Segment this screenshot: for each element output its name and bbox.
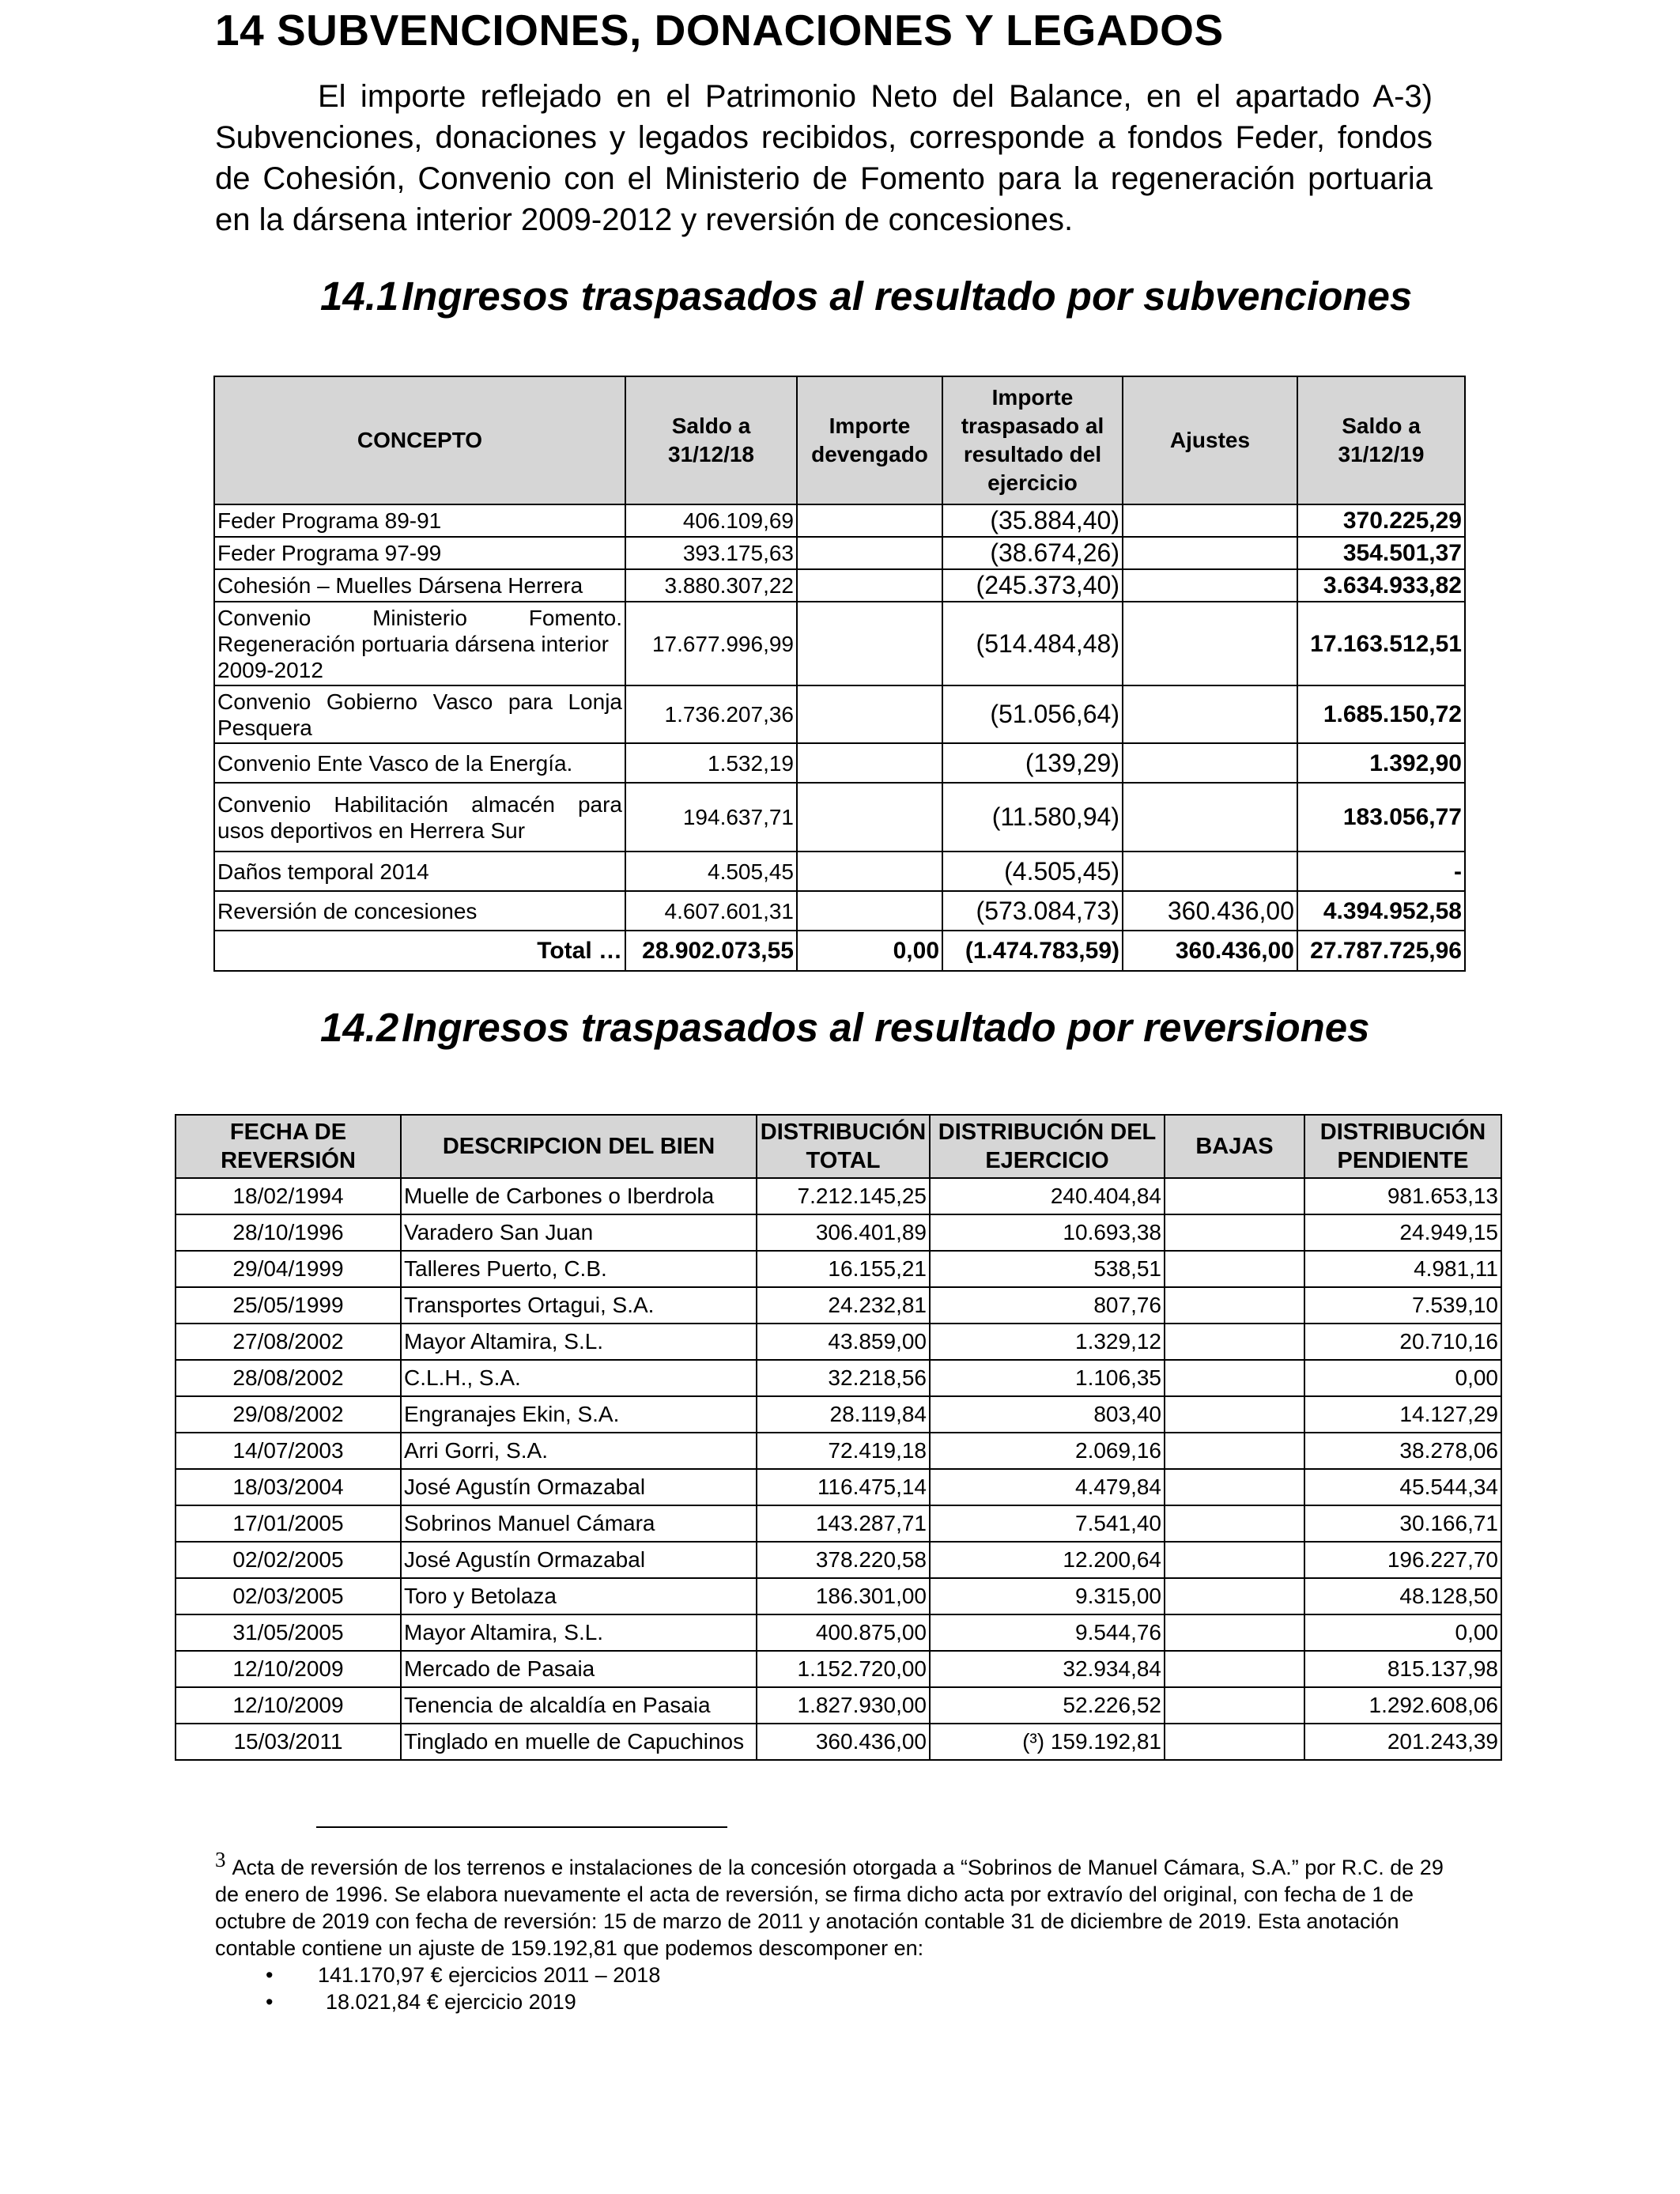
cell-descripcion: C.L.H., S.A. <box>401 1360 757 1396</box>
footnote <box>215 1846 1464 2015</box>
cell-ajustes <box>1123 685 1297 743</box>
cell-fecha: 17/01/2005 <box>176 1505 401 1542</box>
cell-distribucion-total: 360.436,00 <box>757 1724 930 1760</box>
cell-descripcion: Mayor Altamira, S.L. <box>401 1614 757 1651</box>
total-ajustes: 360.436,00 <box>1123 931 1297 971</box>
cell-bajas <box>1165 1324 1304 1360</box>
table-row <box>176 1214 1501 1251</box>
cell-traspasado: (245.373,40) <box>942 569 1123 602</box>
header-saldo-19: Saldo a 31/12/19 <box>1297 376 1465 504</box>
cell-bajas <box>1165 1542 1304 1578</box>
cell-distribucion-ejercicio: 240.404,84 <box>930 1178 1165 1214</box>
cell-distribucion-total: 28.119,84 <box>757 1396 930 1433</box>
table-row <box>176 1178 1501 1214</box>
cell-traspasado: (514.484,48) <box>942 602 1123 685</box>
footnote-separator <box>316 1826 727 1828</box>
cell-concepto: Daños temporal 2014 <box>214 852 625 891</box>
cell-ajustes <box>1123 504 1297 537</box>
cell-descripcion: Mercado de Pasaia <box>401 1651 757 1687</box>
cell-distribucion-pendiente: 0,00 <box>1304 1360 1501 1396</box>
total-devengado: 0,00 <box>797 931 942 971</box>
cell-fecha: 18/03/2004 <box>176 1469 401 1505</box>
cell-distribucion-total: 72.419,18 <box>757 1433 930 1469</box>
cell-concepto <box>214 783 625 852</box>
cell-saldo-19: - <box>1297 852 1465 891</box>
cell-ajustes <box>1123 537 1297 569</box>
cell-concepto: Reversión de concesiones <box>214 891 625 931</box>
cell-distribucion-ejercicio: 2.069,16 <box>930 1433 1165 1469</box>
cell-bajas <box>1165 1651 1304 1687</box>
cell-distribucion-total: 186.301,00 <box>757 1578 930 1614</box>
cell-distribucion-pendiente: 201.243,39 <box>1304 1724 1501 1760</box>
table-row <box>176 1578 1501 1614</box>
header-descripcion: DESCRIPCION DEL BIEN <box>401 1115 757 1178</box>
table-header-row <box>176 1115 1501 1178</box>
subsection-number: 14.2 <box>320 1005 399 1050</box>
cell-distribucion-ejercicio: 52.226,52 <box>930 1687 1165 1724</box>
cell-fecha: 31/05/2005 <box>176 1614 401 1651</box>
footnote-marker: 3 <box>215 1848 226 1871</box>
table-row <box>176 1287 1501 1324</box>
cell-concepto: Feder Programa 89-91 <box>214 504 625 537</box>
cell-distribucion-pendiente: 1.292.608,06 <box>1304 1687 1501 1724</box>
header-fecha: FECHA DE REVERSIÓN <box>176 1115 401 1178</box>
table-row <box>176 1651 1501 1687</box>
cell-bajas <box>1165 1469 1304 1505</box>
cell-devengado <box>797 569 942 602</box>
cell-fecha: 12/10/2009 <box>176 1651 401 1687</box>
table-total-row <box>214 931 1465 971</box>
table-row <box>176 1505 1501 1542</box>
cell-distribucion-pendiente: 24.949,15 <box>1304 1214 1501 1251</box>
cell-distribucion-ejercicio: 1.106,35 <box>930 1360 1165 1396</box>
cell-distribucion-total: 24.232,81 <box>757 1287 930 1324</box>
cell-distribucion-pendiente: 45.544,34 <box>1304 1469 1501 1505</box>
cell-distribucion-ejercicio: 807,76 <box>930 1287 1165 1324</box>
cell-fecha: 29/08/2002 <box>176 1396 401 1433</box>
cell-distribucion-ejercicio: 32.934,84 <box>930 1651 1165 1687</box>
table-row <box>176 1469 1501 1505</box>
cell-distribucion-ejercicio: 9.315,00 <box>930 1578 1165 1614</box>
cell-bajas <box>1165 1214 1304 1251</box>
cell-descripcion: Transportes Ortagui, S.A. <box>401 1287 757 1324</box>
cell-distribucion-ejercicio: 4.479,84 <box>930 1469 1165 1505</box>
cell-bajas <box>1165 1724 1304 1760</box>
table-header-row <box>214 376 1465 504</box>
cell-distribucion-ejercicio: 7.541,40 <box>930 1505 1165 1542</box>
cell-saldo-19: 354.501,37 <box>1297 537 1465 569</box>
cell-distribucion-total: 143.287,71 <box>757 1505 930 1542</box>
header-devengado: Importe devengado <box>797 376 942 504</box>
cell-devengado <box>797 891 942 931</box>
cell-saldo-18: 393.175,63 <box>625 537 797 569</box>
cell-concepto: Convenio Ente Vasco de la Energía. <box>214 743 625 783</box>
cell-distribucion-pendiente: 196.227,70 <box>1304 1542 1501 1578</box>
header-distribucion-pendiente: DISTRIBUCIÓN PENDIENTE <box>1304 1115 1501 1178</box>
cell-saldo-19: 4.394.952,58 <box>1297 891 1465 931</box>
table-row <box>214 602 1465 685</box>
cell-distribucion-pendiente: 20.710,16 <box>1304 1324 1501 1360</box>
cell-traspasado: (4.505,45) <box>942 852 1123 891</box>
cell-distribucion-total: 116.475,14 <box>757 1469 930 1505</box>
header-traspasado: Importe traspasado al resultado del ejercicio <box>942 376 1123 504</box>
cell-distribucion-total: 306.401,89 <box>757 1214 930 1251</box>
cell-distribucion-ejercicio: 12.200,64 <box>930 1542 1165 1578</box>
cell-concepto <box>214 602 625 685</box>
cell-saldo-18: 1.532,19 <box>625 743 797 783</box>
cell-distribucion-total: 378.220,58 <box>757 1542 930 1578</box>
total-traspasado: (1.474.783,59) <box>942 931 1123 971</box>
cell-distribucion-total: 16.155,21 <box>757 1251 930 1287</box>
cell-saldo-18: 1.736.207,36 <box>625 685 797 743</box>
footnote-paragraph <box>215 1846 1464 1962</box>
cell-bajas <box>1165 1396 1304 1433</box>
cell-descripcion: Toro y Betolaza <box>401 1578 757 1614</box>
cell-ajustes: 360.436,00 <box>1123 891 1297 931</box>
cell-fecha: 25/05/1999 <box>176 1287 401 1324</box>
reversiones-table <box>175 1114 1502 1761</box>
cell-bajas <box>1165 1251 1304 1287</box>
table-row <box>176 1724 1501 1760</box>
cell-fecha: 28/10/1996 <box>176 1214 401 1251</box>
list-item: • 18.021,84 € ejercicio 2019 <box>215 1988 1464 2015</box>
subsection-14-2-heading <box>320 1004 1369 1051</box>
cell-descripcion: Sobrinos Manuel Cámara <box>401 1505 757 1542</box>
header-bajas: BAJAS <box>1165 1115 1304 1178</box>
cell-distribucion-pendiente: 14.127,29 <box>1304 1396 1501 1433</box>
concepto-line: usos deportivos en Herrera Sur <box>217 818 526 843</box>
subsection-title: Ingresos traspasados al resultado por subvenciones <box>402 274 1413 319</box>
cell-fecha: 18/02/1994 <box>176 1178 401 1214</box>
cell-bajas <box>1165 1614 1304 1651</box>
cell-fecha: 28/08/2002 <box>176 1360 401 1396</box>
table-row <box>176 1396 1501 1433</box>
total-saldo-19: 27.787.725,96 <box>1297 931 1465 971</box>
cell-ajustes <box>1123 852 1297 891</box>
cell-distribucion-ejercicio: 9.544,76 <box>930 1614 1165 1651</box>
cell-bajas <box>1165 1505 1304 1542</box>
cell-devengado <box>797 783 942 852</box>
concepto-line: Pesquera <box>217 715 312 740</box>
cell-descripcion: Talleres Puerto, C.B. <box>401 1251 757 1287</box>
cell-descripcion: Muelle de Carbones o Iberdrola <box>401 1178 757 1214</box>
cell-distribucion-pendiente: 38.278,06 <box>1304 1433 1501 1469</box>
cell-saldo-19: 1.685.150,72 <box>1297 685 1465 743</box>
cell-saldo-18: 4.505,45 <box>625 852 797 891</box>
cell-distribucion-pendiente: 30.166,71 <box>1304 1505 1501 1542</box>
cell-bajas <box>1165 1287 1304 1324</box>
cell-fecha: 27/08/2002 <box>176 1324 401 1360</box>
cell-descripcion: Tinglado en muelle de Capuchinos <box>401 1724 757 1760</box>
cell-saldo-18: 4.607.601,31 <box>625 891 797 931</box>
cell-saldo-18: 406.109,69 <box>625 504 797 537</box>
cell-descripcion: Engranajes Ekin, S.A. <box>401 1396 757 1433</box>
cell-distribucion-ejercicio: 538,51 <box>930 1251 1165 1287</box>
table-row <box>176 1687 1501 1724</box>
cell-concepto <box>214 685 625 743</box>
cell-bajas <box>1165 1578 1304 1614</box>
table-row <box>214 743 1465 783</box>
header-ajustes: Ajustes <box>1123 376 1297 504</box>
cell-distribucion-pendiente: 7.539,10 <box>1304 1287 1501 1324</box>
cell-devengado <box>797 852 942 891</box>
cell-saldo-18: 194.637,71 <box>625 783 797 852</box>
cell-descripcion: Tenencia de alcaldía en Pasaia <box>401 1687 757 1724</box>
concepto-line: Regeneración portuaria dársena interior <box>217 631 609 656</box>
concepto-line: Convenio Habilitación almacén para <box>217 791 622 817</box>
table-row <box>214 569 1465 602</box>
concepto-line: 2009-2012 <box>217 657 323 682</box>
cell-ajustes <box>1123 569 1297 602</box>
cell-distribucion-pendiente: 4.981,11 <box>1304 1251 1501 1287</box>
cell-fecha: 15/03/2011 <box>176 1724 401 1760</box>
cell-distribucion-ejercicio: 10.693,38 <box>930 1214 1165 1251</box>
table-row <box>176 1614 1501 1651</box>
table-row <box>176 1251 1501 1287</box>
cell-distribucion-ejercicio: 803,40 <box>930 1396 1165 1433</box>
cell-saldo-19: 17.163.512,51 <box>1297 602 1465 685</box>
concepto-line: Convenio Gobierno Vasco para Lonja <box>217 689 622 714</box>
header-concepto: CONCEPTO <box>214 376 625 504</box>
total-saldo-18: 28.902.073,55 <box>625 931 797 971</box>
cell-fecha: 14/07/2003 <box>176 1433 401 1469</box>
table-row <box>214 504 1465 537</box>
cell-traspasado: (35.884,40) <box>942 504 1123 537</box>
cell-distribucion-total: 32.218,56 <box>757 1360 930 1396</box>
cell-traspasado: (38.674,26) <box>942 537 1123 569</box>
table-row <box>214 783 1465 852</box>
cell-distribucion-pendiente: 0,00 <box>1304 1614 1501 1651</box>
cell-bajas <box>1165 1687 1304 1724</box>
subvenciones-table <box>213 376 1466 972</box>
cell-devengado <box>797 743 942 783</box>
cell-fecha: 29/04/1999 <box>176 1251 401 1287</box>
cell-saldo-19: 3.634.933,82 <box>1297 569 1465 602</box>
cell-saldo-18: 3.880.307,22 <box>625 569 797 602</box>
cell-devengado <box>797 504 942 537</box>
table-row <box>176 1433 1501 1469</box>
cell-distribucion-pendiente: 981.653,13 <box>1304 1178 1501 1214</box>
cell-traspasado: (573.084,73) <box>942 891 1123 931</box>
table-row <box>176 1324 1501 1360</box>
table-row <box>214 537 1465 569</box>
cell-distribucion-pendiente: 815.137,98 <box>1304 1651 1501 1687</box>
table-row <box>214 685 1465 743</box>
subsection-14-1-heading <box>320 273 1412 319</box>
cell-traspasado: (139,29) <box>942 743 1123 783</box>
cell-distribucion-total: 1.152.720,00 <box>757 1651 930 1687</box>
cell-saldo-18: 17.677.996,99 <box>625 602 797 685</box>
section-title: 14 SUBVENCIONES, DONACIONES Y LEGADOS <box>215 6 1224 55</box>
cell-ajustes <box>1123 602 1297 685</box>
cell-bajas <box>1165 1178 1304 1214</box>
cell-distribucion-pendiente: 48.128,50 <box>1304 1578 1501 1614</box>
total-label: Total … <box>214 931 625 971</box>
footnote-text: Acta de reversión de los terrenos e instalaciones de la concesión otorgada a “Sobrinos de Manuel Cámara, S.A.” por R.C. de 29 de enero de 1996. Se elabora nuevamente el acta de reversión, se firma dicho acta por extravío del original, con fecha de 1 de octubre de 2019 con fecha de reversión: 15 de marzo de 2011 y anotación contable 31 de diciembre de 2019. Esta anotación contable contiene un ajuste de 159.192,81 que podemos descomponer en: <box>215 1856 1444 1960</box>
cell-fecha: 02/03/2005 <box>176 1578 401 1614</box>
subsection-number: 14.1 <box>320 274 399 319</box>
cell-distribucion-total: 1.827.930,00 <box>757 1687 930 1724</box>
intro-paragraph <box>215 76 1433 240</box>
table-row <box>176 1360 1501 1396</box>
cell-descripcion: Mayor Altamira, S.L. <box>401 1324 757 1360</box>
cell-traspasado: (11.580,94) <box>942 783 1123 852</box>
cell-descripcion: Arri Gorri, S.A. <box>401 1433 757 1469</box>
cell-concepto: Feder Programa 97-99 <box>214 537 625 569</box>
subsection-title: Ingresos traspasados al resultado por reversiones <box>402 1005 1370 1050</box>
cell-saldo-19: 1.392,90 <box>1297 743 1465 783</box>
cell-devengado <box>797 602 942 685</box>
cell-concepto: Cohesión – Muelles Dársena Herrera <box>214 569 625 602</box>
table-row <box>214 891 1465 931</box>
cell-descripcion: Varadero San Juan <box>401 1214 757 1251</box>
header-saldo-18: Saldo a 31/12/18 <box>625 376 797 504</box>
cell-descripcion: José Agustín Ormazabal <box>401 1469 757 1505</box>
list-item: • 141.170,97 € ejercicios 2011 – 2018 <box>215 1962 1464 1988</box>
cell-distribucion-total: 7.212.145,25 <box>757 1178 930 1214</box>
cell-saldo-19: 370.225,29 <box>1297 504 1465 537</box>
cell-ajustes <box>1123 783 1297 852</box>
cell-bajas <box>1165 1433 1304 1469</box>
cell-distribucion-ejercicio: (³) 159.192,81 <box>930 1724 1165 1760</box>
cell-distribucion-ejercicio: 1.329,12 <box>930 1324 1165 1360</box>
cell-descripcion: José Agustín Ormazabal <box>401 1542 757 1578</box>
header-distribucion-ejercicio: DISTRIBUCIÓN DEL EJERCICIO <box>930 1115 1165 1178</box>
cell-fecha: 02/02/2005 <box>176 1542 401 1578</box>
cell-ajustes <box>1123 743 1297 783</box>
cell-traspasado: (51.056,64) <box>942 685 1123 743</box>
intro-text: El importe reflejado en el Patrimonio Neto del Balance, en el apartado A-3) Subvenciones, donaciones y legados recibidos, corresponde a fondos Feder, fondos de Cohesión, Convenio con el Ministerio de Fomento para la regeneración portuaria en la dársena interior 2009-2012 y reversión de concesiones. <box>215 79 1433 237</box>
footnote-list <box>215 1962 1464 2015</box>
table-row <box>176 1542 1501 1578</box>
cell-fecha: 12/10/2009 <box>176 1687 401 1724</box>
cell-devengado <box>797 685 942 743</box>
table-row <box>214 852 1465 891</box>
header-distribucion-total: DISTRIBUCIÓN TOTAL <box>757 1115 930 1178</box>
cell-distribucion-total: 43.859,00 <box>757 1324 930 1360</box>
cell-bajas <box>1165 1360 1304 1396</box>
cell-distribucion-total: 400.875,00 <box>757 1614 930 1651</box>
concepto-line: Convenio Ministerio Fomento. <box>217 605 622 630</box>
cell-devengado <box>797 537 942 569</box>
cell-saldo-19: 183.056,77 <box>1297 783 1465 852</box>
